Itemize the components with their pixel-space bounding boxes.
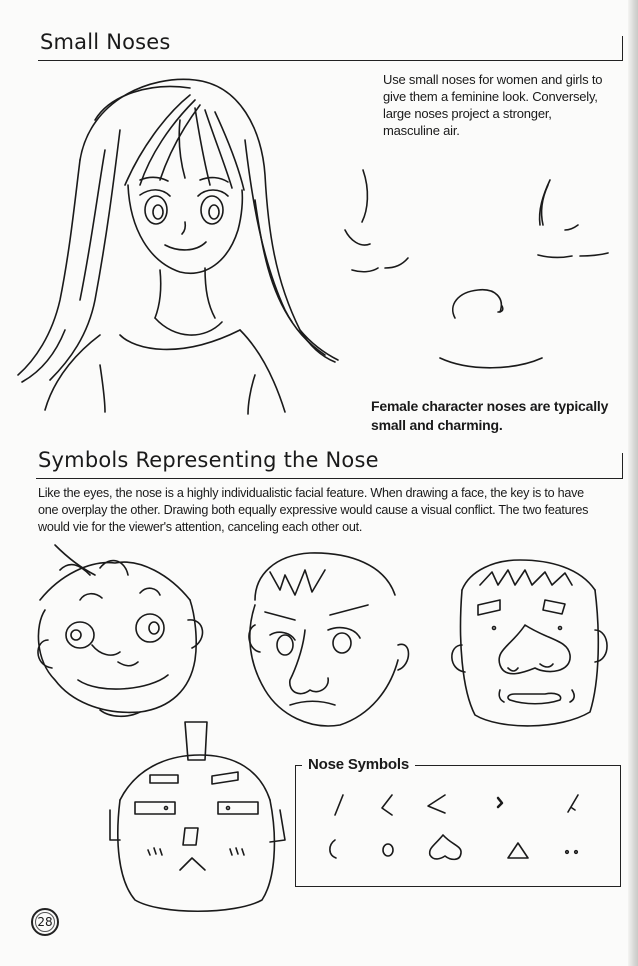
page-number: 28 (31, 908, 59, 936)
caption-female-noses: Female character noses are typically small and charming. (371, 398, 609, 433)
intro-text: Use small noses for women and girls to give them a feminine look. Conversely, large noses project a stronger, masculine air. (383, 72, 603, 138)
nose-symbols-title: Nose Symbols (302, 756, 415, 773)
section-title-symbols: Symbols Representing the Nose (38, 448, 379, 472)
section-title-small-noses: Small Noses (40, 30, 171, 54)
body-paragraph: Like the eyes, the nose is a highly individualistic facial feature. When drawing a face, the key is to have one overplay the other. Drawing both equally expressive would cause a visual conflict. The two features would vie for the viewer's attention, canceling each other out. (38, 486, 589, 534)
